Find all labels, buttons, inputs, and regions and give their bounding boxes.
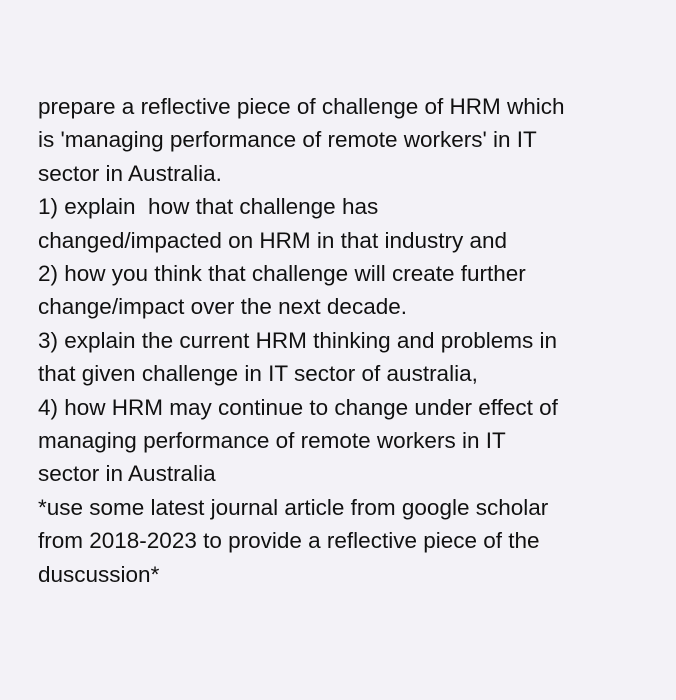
text-line: sector in Australia	[38, 461, 216, 487]
text-line: prepare a reflective piece of challenge of HRM which	[38, 94, 565, 119]
text-line: 4) how HRM may continue to change under effect of	[38, 394, 558, 420]
text-line: sector in Australia.	[38, 160, 222, 186]
text-line: from 2018-2023 to provide a reflective piece of the	[38, 528, 540, 554]
text-line: managing performance of remote workers in IT	[38, 428, 506, 454]
text-line: changed/impacted on HRM in that industry and	[38, 227, 508, 253]
text-line: *use some latest journal article from google scholar	[38, 494, 549, 520]
text-line: duscussion*	[38, 561, 160, 587]
prompt-text-block	[38, 90, 658, 591]
text-line: change/impact over the next decade.	[38, 294, 407, 320]
text-line: 3) explain the current HRM thinking and problems in	[38, 327, 558, 353]
text-line: 2) how you think that challenge will create further	[38, 261, 526, 287]
text-line: is 'managing performance of remote workers' in IT	[38, 127, 537, 153]
text-line: 1) explain how that challenge has	[38, 194, 379, 220]
text-line: that given challenge in IT sector of australia,	[38, 361, 478, 387]
